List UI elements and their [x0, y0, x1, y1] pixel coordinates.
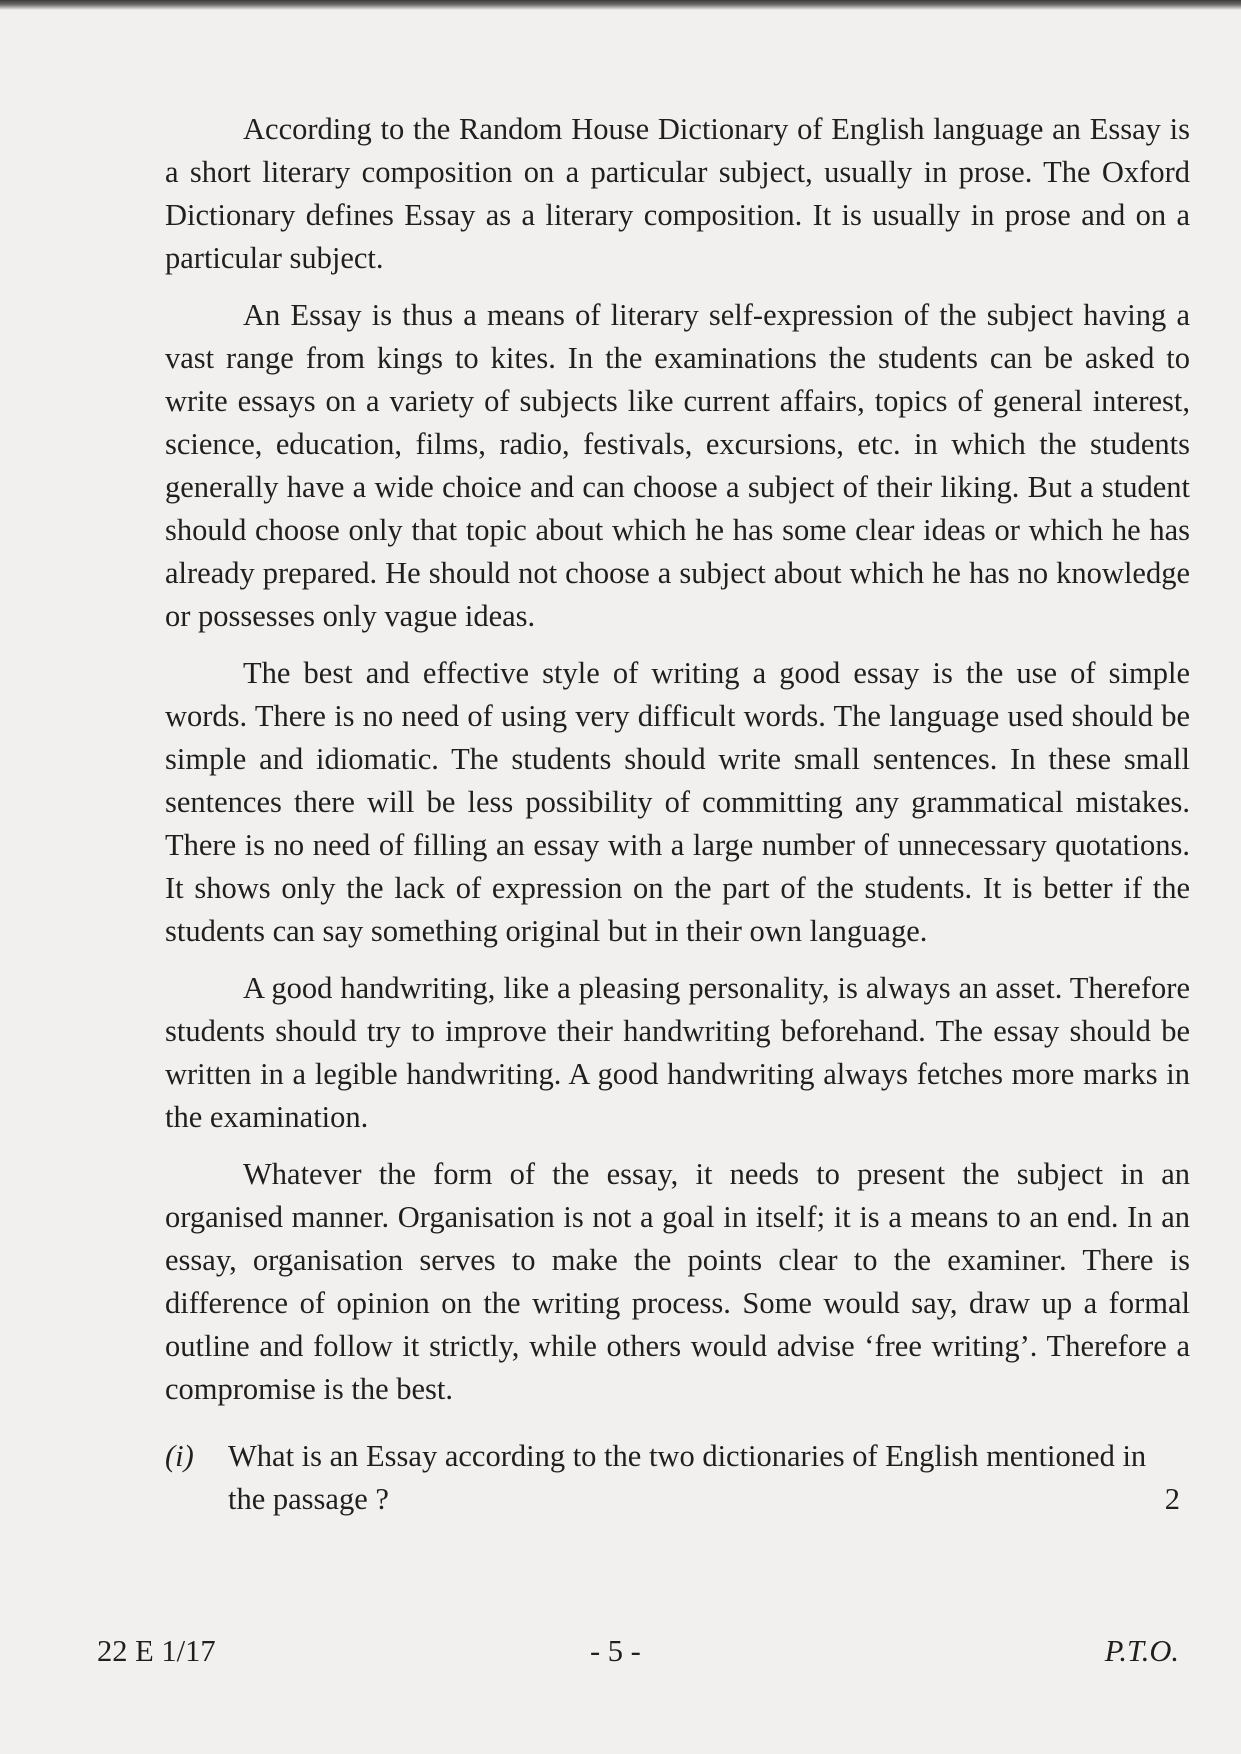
top-border-rule: [0, 0, 1241, 10]
question-number: (i): [165, 1439, 194, 1473]
question-item: [165, 1435, 1190, 1521]
passage-paragraph-5: Whatever the form of the essay, it needs to present the subject in an organised manner. Organisation is not a goal in itself; it is a means to an end. In an essay, organisation serves to make the points clear to the examiner. There is difference of opinion on the writing process. Some would say, draw up a formal outline and follow it strictly, while others would advise ‘free writing’. Therefore a compromise is the best.: [165, 1157, 1190, 1406]
pto-label: P.T.O.: [1104, 1634, 1179, 1668]
passage-paragraph-3: The best and effective style of writing a good essay is the use of simple words. There is no need of using very difficult words. The language used should be simple and idiomatic. The students should write small sentences. In these small sentences there will be less possibility of committing any grammatical mistakes. There is no need of filling an essay with a large number of unnecessary quotations. It shows only the lack of expression on the part of the students. It is better if the students can say something original but in their own language.: [165, 656, 1190, 948]
passage-paragraph-4: A good handwriting, like a pleasing personality, is always an asset. Therefore students should try to improve their handwriting beforehand. The essay should be written in a legible handwriting. A good handwriting always fetches more marks in the examination.: [165, 971, 1190, 1134]
question-text: What is an Essay according to the two dictionaries of English mentioned in the passage ?: [228, 1439, 1147, 1516]
passage-paragraph-1: According to the Random House Dictionary of English language an Essay is a short literary composition on a particular subject, usually in prose. The Oxford Dictionary defines Essay as a literary composition. It is usually in prose and on a particular subject.: [165, 112, 1190, 275]
paper-code: 22 E 1/17: [97, 1634, 216, 1668]
question-marks: 2: [1164, 1482, 1180, 1516]
passage-content: [165, 108, 1190, 1521]
passage-paragraph-2: An Essay is thus a means of literary self-expression of the subject having a vast range from kings to kites. In the examinations the students can be asked to write essays on a variety of subjects like current affairs, topics of general interest, science, education, films, radio, festivals, excursions, etc. in which the students generally have a wide choice and can choose a subject of their liking. But a student should choose only that topic about which he has some clear ideas or which he has already prepared. He should not choose a subject about which he has no knowledge or possesses only vague ideas.: [165, 298, 1190, 633]
page-number: - 5 -: [590, 1634, 641, 1668]
page-footer: [0, 1630, 1241, 1673]
